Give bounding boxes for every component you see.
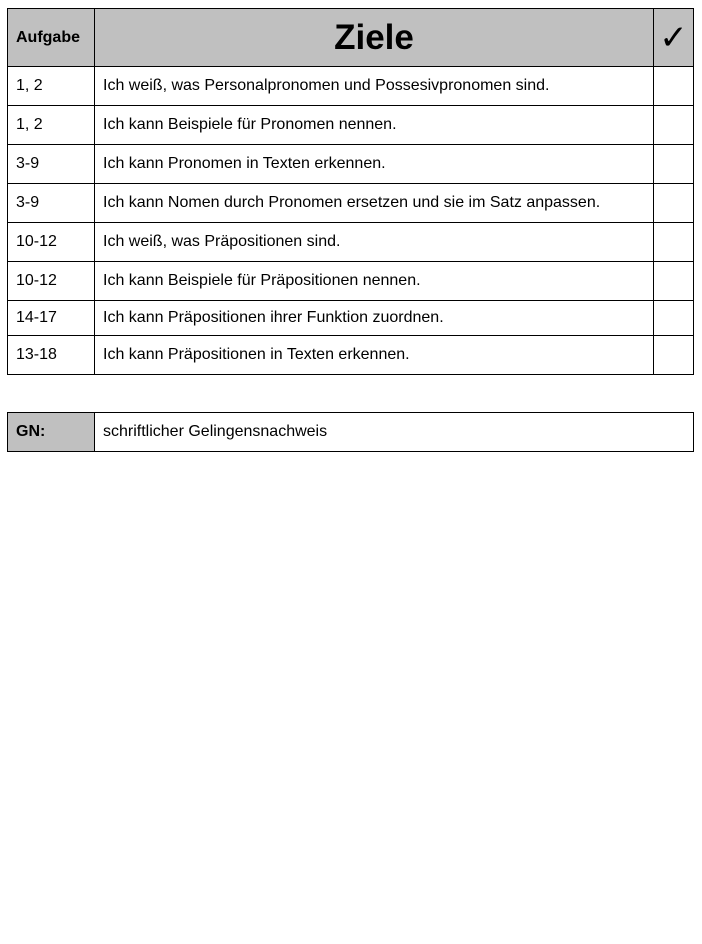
goal-cell: Ich kann Beispiele für Pronomen nennen.: [95, 106, 654, 145]
check-cell[interactable]: [654, 336, 694, 375]
check-cell[interactable]: [654, 184, 694, 223]
header-task: Aufgabe: [8, 9, 95, 67]
check-cell[interactable]: [654, 301, 694, 336]
task-cell: 14-17: [8, 301, 95, 336]
task-cell: 1, 2: [8, 106, 95, 145]
table-row: [8, 67, 694, 106]
check-cell[interactable]: [654, 223, 694, 262]
task-cell: 1, 2: [8, 67, 95, 106]
gn-row: [8, 413, 694, 452]
goal-cell: Ich weiß, was Präpositionen sind.: [95, 223, 654, 262]
checkmark-icon: ✓: [654, 9, 694, 67]
goals-table-header: [8, 9, 694, 67]
table-row: [8, 301, 694, 336]
table-row: [8, 223, 694, 262]
goal-cell: Ich kann Pronomen in Texten erkennen.: [95, 145, 654, 184]
task-cell: 10-12: [8, 262, 95, 301]
gn-table: [7, 412, 694, 452]
table-row: [8, 145, 694, 184]
task-cell: 3-9: [8, 145, 95, 184]
table-row: [8, 262, 694, 301]
table-row: [8, 184, 694, 223]
table-row: [8, 336, 694, 375]
gn-label: GN:: [8, 413, 95, 452]
check-cell[interactable]: [654, 262, 694, 301]
goal-cell: Ich kann Präpositionen in Texten erkennen.: [95, 336, 654, 375]
task-cell: 3-9: [8, 184, 95, 223]
gn-text: schriftlicher Gelingensnachweis: [95, 413, 694, 452]
goal-cell: Ich kann Nomen durch Pronomen ersetzen und sie im Satz anpassen.: [95, 184, 654, 223]
task-cell: 10-12: [8, 223, 95, 262]
table-row: [8, 106, 694, 145]
header-goals: Ziele: [95, 9, 654, 67]
goals-table: [7, 8, 694, 375]
check-cell[interactable]: [654, 106, 694, 145]
goal-cell: Ich kann Beispiele für Präpositionen nennen.: [95, 262, 654, 301]
task-cell: 13-18: [8, 336, 95, 375]
check-cell[interactable]: [654, 67, 694, 106]
goal-cell: Ich kann Präpositionen ihrer Funktion zuordnen.: [95, 301, 654, 336]
check-cell[interactable]: [654, 145, 694, 184]
goal-cell: Ich weiß, was Personalpronomen und Possesivpronomen sind.: [95, 67, 654, 106]
